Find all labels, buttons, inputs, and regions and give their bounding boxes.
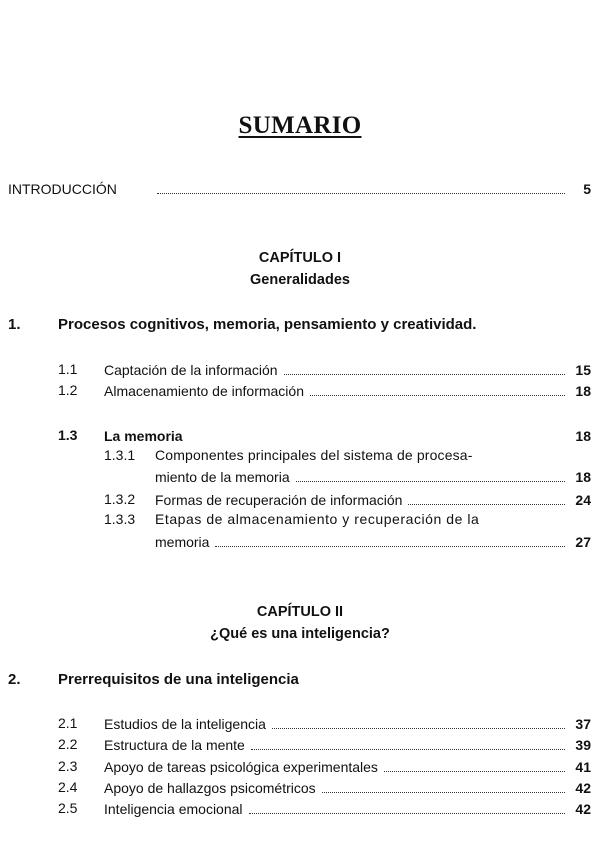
toc-entry-1-3-3: [155, 531, 591, 551]
section-2-title: Prerrequisitos de una inteligencia: [58, 671, 299, 688]
toc-entry-1-2: [58, 380, 591, 400]
toc-entry-label: Apoyo de tareas psicológica experimentales: [104, 759, 378, 775]
toc-entry-2-1: [58, 713, 591, 733]
toc-entry-number: 2.4: [58, 779, 78, 795]
toc-entry-intro: [8, 178, 591, 198]
chapter-2-heading: CAPÍTULO II: [256, 604, 344, 620]
toc-entry-label: Estructura de la mente: [104, 737, 245, 753]
toc-entry-page: 27: [575, 534, 591, 550]
toc-entry-page: 15: [575, 362, 591, 378]
toc-entry-number: 2.2: [58, 736, 78, 752]
toc-entry-label-line2: miento de la memoria: [155, 469, 290, 485]
toc-entry-1-1: [58, 359, 591, 379]
toc-entry-number: 2.5: [58, 800, 78, 816]
toc-entry-page: 42: [575, 780, 591, 796]
toc-entry-1-3-1: [155, 466, 591, 486]
dot-leader: [249, 813, 565, 814]
toc-entry-number: 1.3.1: [104, 447, 136, 463]
toc-entry-page: 18: [575, 428, 591, 444]
toc-entry-label: Estudios de la inteligencia: [104, 716, 266, 732]
toc-entry-1-3: [58, 425, 591, 445]
dot-leader: [296, 481, 565, 482]
toc-entry-label: INTRODUCCIÓN: [8, 181, 117, 197]
toc-entry-2-5: [58, 798, 591, 818]
dot-leader: [251, 749, 565, 750]
toc-entry-page: 41: [575, 759, 591, 775]
dot-leader: [408, 504, 565, 505]
toc-entry-page: 5: [583, 181, 591, 197]
toc-entry-number: 1.3.3: [104, 511, 136, 527]
dot-leader: [310, 395, 565, 396]
section-1-number: 1.: [8, 316, 21, 333]
toc-entry-number: 2.3: [58, 758, 78, 774]
chapter-1-subtitle: Generalidades: [250, 272, 350, 288]
toc-entry-page: 24: [575, 492, 591, 508]
toc-entry-page: 42: [575, 801, 591, 817]
dot-leader: [215, 546, 565, 547]
section-2-number: 2.: [8, 671, 21, 688]
toc-entry-2-2: [58, 734, 591, 754]
toc-entry-page: 18: [575, 383, 591, 399]
toc-entry-number: 1.2: [58, 382, 78, 398]
toc-entry-label-line1: Etapas de almacenamiento y recuperación de la: [155, 511, 480, 527]
toc-entry-label: Formas de recuperación de información: [155, 492, 403, 508]
section-1-title: Procesos cognitivos, memoria, pensamiento y creatividad.: [58, 316, 477, 333]
dot-leader: [157, 193, 565, 194]
toc-entry-page: 37: [575, 716, 591, 732]
chapter-1-heading: CAPÍTULO I: [258, 250, 342, 266]
toc-entry-page: 39: [575, 737, 591, 753]
toc-entry-label-line1: Componentes principales del sistema de procesa-: [155, 447, 473, 463]
dot-leader: [384, 771, 565, 772]
toc-entry-2-3: [58, 756, 591, 776]
dot-leader: [284, 374, 565, 375]
dot-leader: [272, 728, 565, 729]
toc-entry-label: Apoyo de hallazgos psicométricos: [104, 780, 316, 796]
dot-leader: [322, 792, 565, 793]
toc-entry-number: 1.3: [58, 427, 78, 443]
toc-entry-number: 1.1: [58, 361, 78, 377]
toc-entry-number: 2.1: [58, 715, 78, 731]
toc-entry-label: Captación de la información: [104, 362, 278, 378]
chapter-2-subtitle: ¿Qué es una inteligencia?: [210, 626, 390, 642]
toc-entry-number: 1.3.2: [104, 491, 136, 507]
toc-entry-label-line2: memoria: [155, 534, 210, 550]
toc-entry-label: La memoria: [104, 428, 183, 444]
toc-entry-2-4: [58, 777, 591, 797]
toc-entry-label: Inteligencia emocional: [104, 801, 243, 817]
page-title: SUMARIO: [238, 112, 362, 139]
toc-entry-page: 18: [575, 469, 591, 485]
toc-entry-1-3-2: [104, 489, 591, 509]
toc-entry-label: Almacenamiento de información: [104, 383, 304, 399]
